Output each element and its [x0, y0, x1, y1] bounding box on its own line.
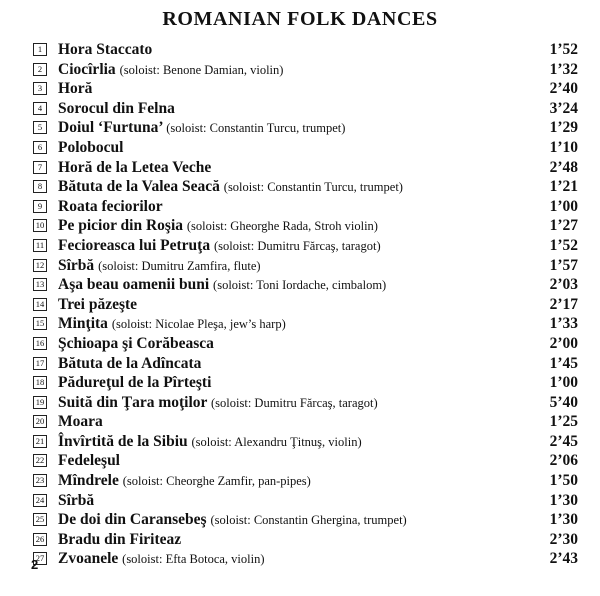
track-title-line — [58, 314, 286, 335]
track-duration: 2’48 — [549, 158, 578, 176]
track-number-box: 22 — [33, 454, 47, 467]
track-title-line — [58, 99, 175, 119]
track-title: Polobocul — [58, 138, 124, 156]
track-title: Fedeleşul — [58, 452, 120, 470]
track-title: Învîrtită de la Sibiu — [58, 432, 188, 450]
track-title: Zvoanele — [58, 550, 119, 568]
track-title-line — [58, 216, 378, 237]
track-title-line — [58, 412, 103, 432]
track-title-line — [58, 491, 94, 511]
track-duration: 1’00 — [549, 374, 578, 392]
track-title: Hora Staccato — [58, 41, 153, 58]
track-title: Şchioapa şi Corăbeasca — [58, 334, 214, 352]
track-number-box: 27 — [33, 552, 47, 565]
track-number-box: 20 — [33, 415, 47, 428]
track-number-box: 16 — [33, 337, 47, 350]
track-duration: 1’29 — [549, 119, 578, 137]
track-soloist: (soloist: Dumitru Fărcaş, taragot) — [213, 238, 381, 253]
track-duration: 1’32 — [549, 60, 578, 78]
track-title: Suită din Ţara moţilor — [58, 393, 208, 411]
track-soloist: (soloist: Constantin Turcu, trumpet) — [166, 121, 346, 136]
track-row — [33, 314, 578, 334]
track-duration: 1’21 — [549, 178, 578, 196]
track-soloist: (soloist: Efta Botoca, violin) — [122, 552, 265, 567]
track-list — [33, 40, 578, 569]
track-number-box: 3 — [33, 82, 47, 95]
track-title: Aşa beau oamenii buni — [58, 276, 210, 294]
track-number-box: 26 — [33, 533, 47, 546]
track-title: Horă de la Letea Veche — [58, 158, 212, 176]
track-title-line — [58, 197, 163, 217]
track-soloist: (soloist: Dumitru Zamfira, flute) — [98, 258, 261, 273]
track-title-line — [58, 275, 386, 296]
track-number-box: 7 — [33, 161, 47, 174]
track-soloist: (soloist: Dumitru Fărcaş, taragot) — [211, 395, 378, 410]
track-duration: 1’45 — [549, 354, 578, 372]
track-title-line — [58, 177, 403, 198]
track-number-box: 1 — [33, 43, 47, 56]
track-title-line — [58, 158, 211, 178]
track-title: Moara — [58, 413, 103, 431]
track-title: Doiul ‘Furtuna’ — [58, 119, 163, 137]
track-row — [33, 549, 578, 569]
track-soloist: (soloist: Constantin Turcu, trumpet) — [223, 180, 403, 195]
track-number-box: 19 — [33, 396, 47, 409]
track-number-box: 15 — [33, 317, 47, 330]
track-row — [33, 471, 578, 491]
track-row — [33, 256, 578, 276]
track-title-line — [58, 79, 92, 99]
track-number-box: 2 — [33, 63, 47, 76]
track-duration: 1’00 — [549, 197, 578, 215]
track-row — [33, 354, 578, 374]
track-number-box: 24 — [33, 494, 47, 507]
track-duration: 1’27 — [549, 217, 578, 235]
track-title-line — [58, 334, 214, 354]
track-row — [33, 491, 578, 511]
track-title: De doi din Caransebeş — [58, 511, 207, 529]
track-title: Minţita — [58, 315, 108, 333]
track-number-box: 9 — [33, 200, 47, 213]
track-title-line — [58, 236, 381, 257]
track-duration: 1’33 — [549, 315, 578, 333]
track-row — [33, 158, 578, 178]
track-title: Sîrbă — [58, 256, 95, 274]
track-title: Sîrbă — [58, 491, 95, 509]
track-soloist: (soloist: Cheorghe Zamfir, pan-pipes) — [122, 474, 311, 489]
track-row — [33, 295, 578, 315]
track-number-box: 13 — [33, 278, 47, 291]
track-row — [33, 275, 578, 295]
track-row — [33, 451, 578, 471]
track-title-line — [58, 510, 407, 531]
track-row — [33, 79, 578, 99]
track-title-line — [58, 118, 345, 139]
track-number-box: 10 — [33, 219, 47, 232]
track-number-box: 21 — [33, 435, 47, 448]
track-number-box: 12 — [33, 259, 47, 272]
track-duration: 1’30 — [549, 511, 578, 529]
track-duration: 1’30 — [549, 491, 578, 509]
track-title-line — [58, 295, 137, 315]
track-soloist: (soloist: Alexandru Ţitnuş, violin) — [191, 434, 362, 449]
track-row — [33, 60, 578, 80]
track-row — [33, 510, 578, 530]
track-title: Bătuta de la Valea Seacă — [58, 178, 220, 196]
track-title: Sorocul din Felna — [58, 99, 175, 117]
track-title: Fecioreasca lui Petruţa — [58, 236, 211, 254]
track-duration: 1’57 — [549, 256, 578, 274]
track-soloist: (soloist: Constantin Ghergina, trumpet) — [210, 513, 407, 528]
track-title: Mîndrele — [58, 472, 119, 490]
track-row — [33, 40, 578, 60]
track-duration: 2’06 — [549, 452, 578, 470]
track-row — [33, 177, 578, 197]
track-soloist: (soloist: Benone Damian, violin) — [119, 62, 284, 77]
track-title-line — [58, 432, 362, 453]
track-number-box: 11 — [33, 239, 47, 252]
track-row — [33, 393, 578, 413]
track-soloist: (soloist: Gheorghe Rada, Stroh violin) — [186, 219, 378, 234]
track-duration: 1’52 — [549, 41, 578, 58]
track-title-line — [58, 530, 181, 550]
track-title-line — [58, 138, 123, 158]
track-duration: 2’17 — [549, 295, 578, 313]
track-number-box: 5 — [33, 121, 47, 134]
track-row — [33, 432, 578, 452]
track-number-box: 23 — [33, 474, 47, 487]
track-row — [33, 138, 578, 158]
track-number-box: 6 — [33, 141, 47, 154]
track-title-line — [58, 256, 261, 277]
track-title: Pe picior din Roşia — [58, 217, 184, 235]
track-title-line — [58, 451, 120, 471]
page-title: ROMANIAN FOLK DANCES — [162, 8, 438, 30]
track-title-line — [58, 60, 283, 81]
track-title-line — [58, 471, 311, 492]
page-number: 2 — [31, 557, 39, 572]
track-title-line — [58, 549, 265, 570]
track-duration: 2’03 — [549, 276, 578, 294]
track-title: Pădureţul de la Pîrteşti — [58, 374, 212, 392]
track-row — [33, 99, 578, 119]
track-soloist: (soloist: Toni Iordache, cimbalom) — [213, 278, 387, 293]
track-title-line — [58, 373, 211, 393]
track-number-box: 4 — [33, 102, 47, 115]
track-soloist: (soloist: Nicolae Pleşa, jew’s harp) — [111, 317, 286, 332]
track-title: Horă — [58, 80, 93, 98]
track-duration: 2’40 — [549, 80, 578, 98]
track-number-box: 25 — [33, 513, 47, 526]
track-row — [33, 530, 578, 550]
track-row — [33, 118, 578, 138]
track-title: Trei păzeşte — [58, 295, 138, 313]
track-row — [33, 216, 578, 236]
track-duration: 3’24 — [549, 99, 578, 117]
track-number-box: 8 — [33, 180, 47, 193]
track-row — [33, 197, 578, 217]
track-row — [33, 334, 578, 354]
track-duration: 2’00 — [549, 334, 578, 352]
track-row — [33, 373, 578, 393]
track-duration: 5’40 — [549, 393, 578, 411]
track-duration: 1’50 — [549, 472, 578, 490]
track-duration: 2’45 — [549, 432, 578, 450]
track-title: Bătuta de la Adîncata — [58, 354, 202, 372]
track-number-box: 17 — [33, 357, 47, 370]
track-duration: 1’25 — [549, 413, 578, 431]
track-number-box: 14 — [33, 298, 47, 311]
track-duration: 2’43 — [549, 550, 578, 568]
track-title: Roata feciorilor — [58, 197, 163, 215]
track-title-line — [58, 393, 378, 414]
track-title: Bradu din Firiteaz — [58, 530, 182, 548]
track-number-box: 18 — [33, 376, 47, 389]
track-title-line — [58, 40, 152, 60]
track-row — [33, 236, 578, 256]
track-duration: 2’30 — [549, 530, 578, 548]
track-row — [33, 412, 578, 432]
track-title: Ciocîrlia — [58, 60, 116, 78]
track-duration: 1’52 — [549, 236, 578, 254]
track-duration: 1’10 — [549, 138, 578, 156]
track-title-line — [58, 354, 201, 374]
